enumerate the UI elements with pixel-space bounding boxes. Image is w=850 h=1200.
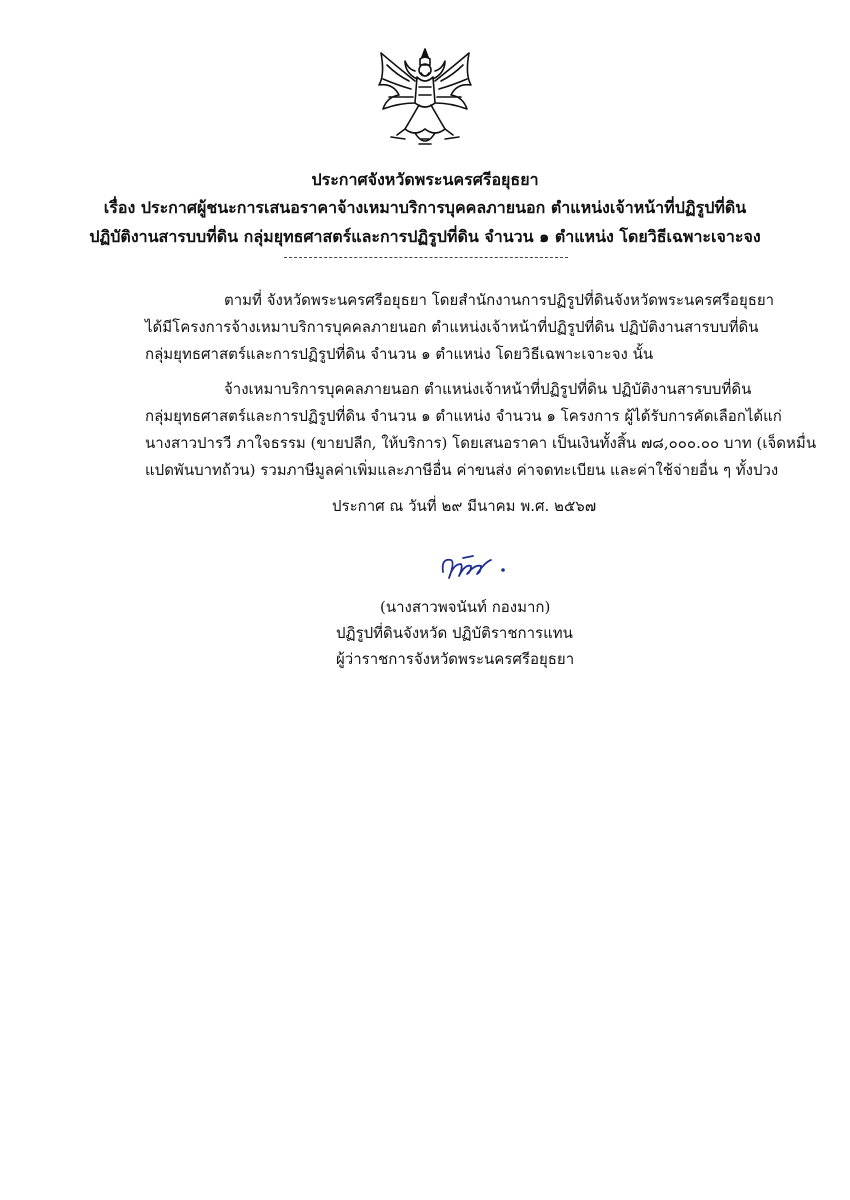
signer-name: (นางสาวพจนันท์ กองมาก) — [380, 598, 551, 616]
signer-position-2: ผู้ว่าราชการจังหวัดพระนครศรีอยุธยา — [336, 650, 575, 668]
subject-line-1: เรื่อง ประกาศผู้ชนะการเสนอราคาจ้างเหมาบริการบุคคลภายนอก ตำแหน่งเจ้าหน้าที่ปฏิรูปที่ดิน — [103, 198, 747, 217]
signer-position-1: ปฏิรูปที่ดินจังหวัด ปฏิบัติราชการแทน — [336, 624, 573, 642]
handwritten-signature — [437, 550, 517, 586]
paragraph-2-line-3: นางสาวปารวี ภาใจธรรม (ขายปลีก, ให้บริการ) โดยเสนอราคา เป็นเงินทั้งสิ้น ๗๘,๐๐๐.๐๐ บาท (เจ็ดหมื่น — [145, 434, 817, 452]
paragraph-2-line-2: กลุ่มยุทธศาสตร์และการปฏิรูปที่ดิน จำนวน ๑ ตำแหน่ง จำนวน ๑ โครงการ ผู้ได้รับการคัดเลือกได้แก่ — [145, 407, 782, 425]
paragraph-2-line-1: จ้างเหมาบริการบุคคลภายนอก ตำแหน่งเจ้าหน้าที่ปฏิรูปที่ดิน ปฏิบัติงานสารบบที่ดิน — [224, 380, 752, 398]
garuda-emblem-icon — [375, 45, 475, 150]
paragraph-2-line-4: แปดพันบาทถ้วน) รวมภาษีมูลค่าเพิ่มและภาษีอื่น ค่าขนส่ง ค่าจดทะเบียน และค่าใช้จ่ายอื่น ๆ ทั้งปวง — [145, 461, 779, 479]
subject-line-2: ปฏิบัติงานสารบบที่ดิน กลุ่มยุทธศาสตร์และการปฏิรูปที่ดิน จำนวน ๑ ตำแหน่ง โดยวิธีเฉพาะเจาะจง — [89, 227, 761, 246]
paragraph-1-line-2: ได้มีโครงการจ้างเหมาบริการบุคคลภายนอก ตำแหน่งเจ้าหน้าที่ปฏิรูปที่ดิน ปฏิบัติงานสารบบที่ดิน — [145, 318, 759, 336]
paragraph-1-line-1: ตามที่ จังหวัดพระนครศรีอยุธยา โดยสำนักงานการปฏิรูปที่ดินจังหวัดพระนครศรีอยุธยา — [224, 291, 775, 309]
title-divider — [284, 257, 568, 258]
announcement-date: ประกาศ ณ วันที่ ๒๙ มีนาคม พ.ศ. ๒๕๖๗ — [332, 497, 597, 515]
paragraph-1-line-3: กลุ่มยุทธศาสตร์และการปฏิรูปที่ดิน จำนวน ๑ ตำแหน่ง โดยวิธีเฉพาะเจาะจง นั้น — [145, 345, 654, 363]
agency-title: ประกาศจังหวัดพระนครศรีอยุธยา — [311, 170, 539, 189]
